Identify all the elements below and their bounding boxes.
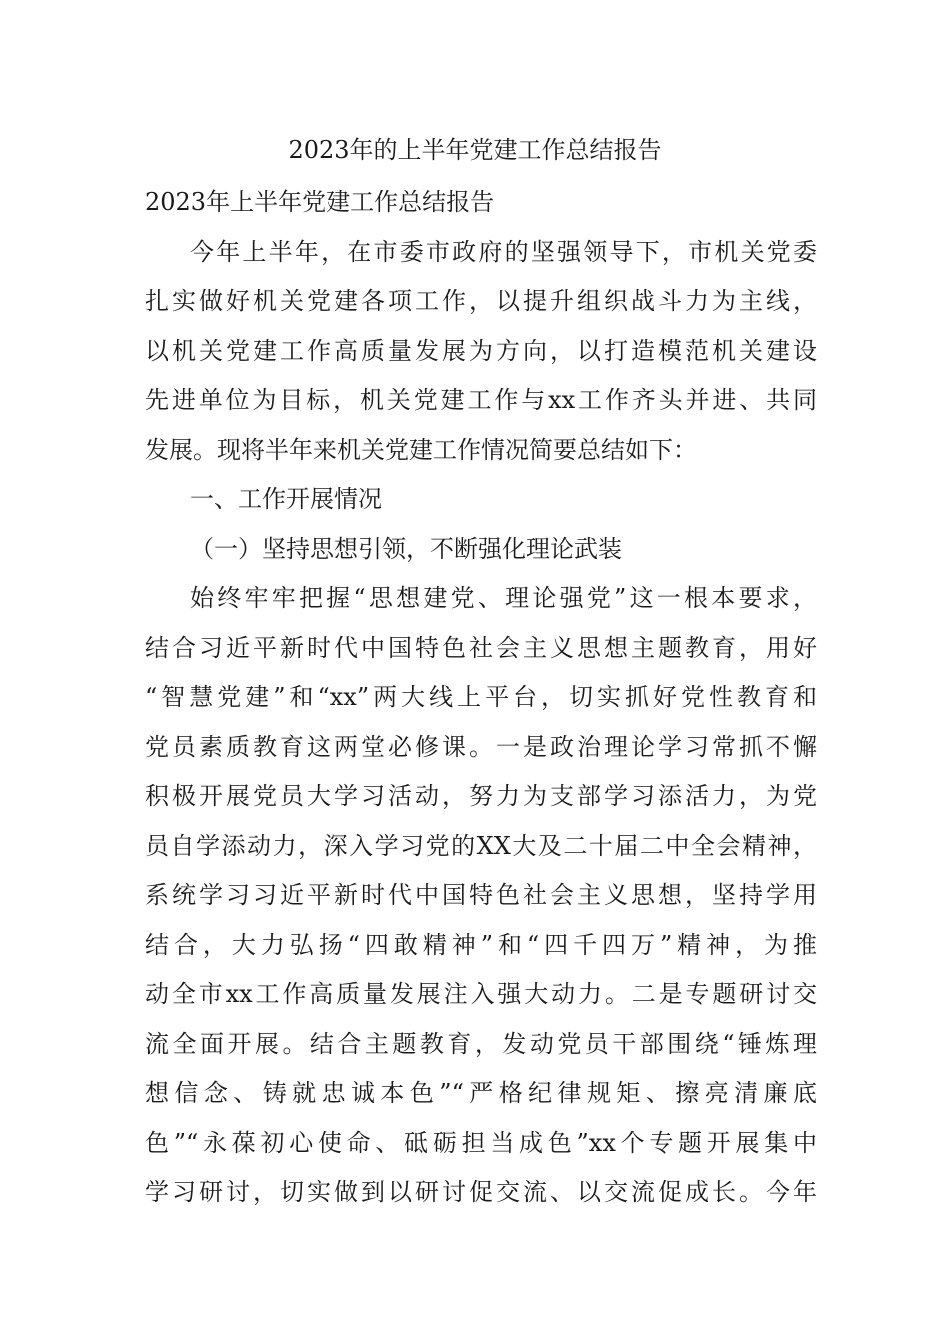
document-title: 2023年的上半年党建工作总结报告 bbox=[288, 136, 662, 164]
paragraph-line: 发展。现将半年来机关党建工作情况简要总结如下： bbox=[145, 435, 697, 464]
paragraph-line: 先进单位为目标，机关党建工作与xx工作齐头并进、共同 bbox=[145, 386, 817, 414]
paragraph-line: 色”“永葆初心使命、砥砺担当成色”xx个专题开展集中 bbox=[145, 1128, 817, 1157]
document-subtitle: 2023年上半年党建工作总结报告 bbox=[145, 188, 495, 216]
section-heading: 一、工作开展情况 bbox=[190, 485, 382, 513]
paragraph-line: 学习研讨，切实做到以研讨促交流、以交流促成长。今年 bbox=[145, 1178, 817, 1206]
paragraph-line: 始终牢牢把握“思想建党、理论强党”这一根本要求， bbox=[190, 584, 817, 612]
paragraph-line: 今年上半年，在市委市政府的坚强领导下，市机关党委 bbox=[190, 237, 817, 266]
paragraph-line: 党员素质教育这两堂必修课。一是政治理论学习常抓不懈 bbox=[145, 732, 817, 761]
paragraph-line: 想信念、铸就忠诚本色”“严格纪律规矩、擦亮清廉底 bbox=[145, 1079, 817, 1107]
paragraph-line: 员自学添动力，深入学习党的XX大及二十届二中全会精神， bbox=[145, 831, 817, 860]
subsection-heading: （一）坚持思想引领，不断强化理论武装 bbox=[190, 534, 622, 563]
paragraph-line: 以机关党建工作高质量发展为方向，以打造模范机关建设 bbox=[145, 336, 817, 365]
paragraph-line: 扎实做好机关党建各项工作，以提升组织战斗力为主线， bbox=[145, 287, 817, 315]
paragraph-line: 动全市xx工作高质量发展注入强大动力。二是专题研讨交 bbox=[145, 980, 817, 1008]
paragraph-line: 流全面开展。结合主题教育，发动党员干部围绕“锤炼理 bbox=[145, 1029, 817, 1058]
paragraph-line: 系统学习习近平新时代中国特色社会主义思想，坚持学用 bbox=[145, 881, 817, 909]
paragraph-line: “智慧党建”和“xx”两大线上平台，切实抓好党性教育和 bbox=[145, 683, 817, 711]
paragraph-line: 积极开展党员大学习活动，努力为支部学习添活力，为党 bbox=[145, 782, 817, 810]
paragraph-line: 结合，大力弘扬“四敢精神”和“四千四万”精神，为推 bbox=[145, 930, 817, 959]
paragraph-line: 结合习近平新时代中国特色社会主义思想主题教育，用好 bbox=[145, 633, 817, 662]
document-body bbox=[145, 178, 817, 1218]
